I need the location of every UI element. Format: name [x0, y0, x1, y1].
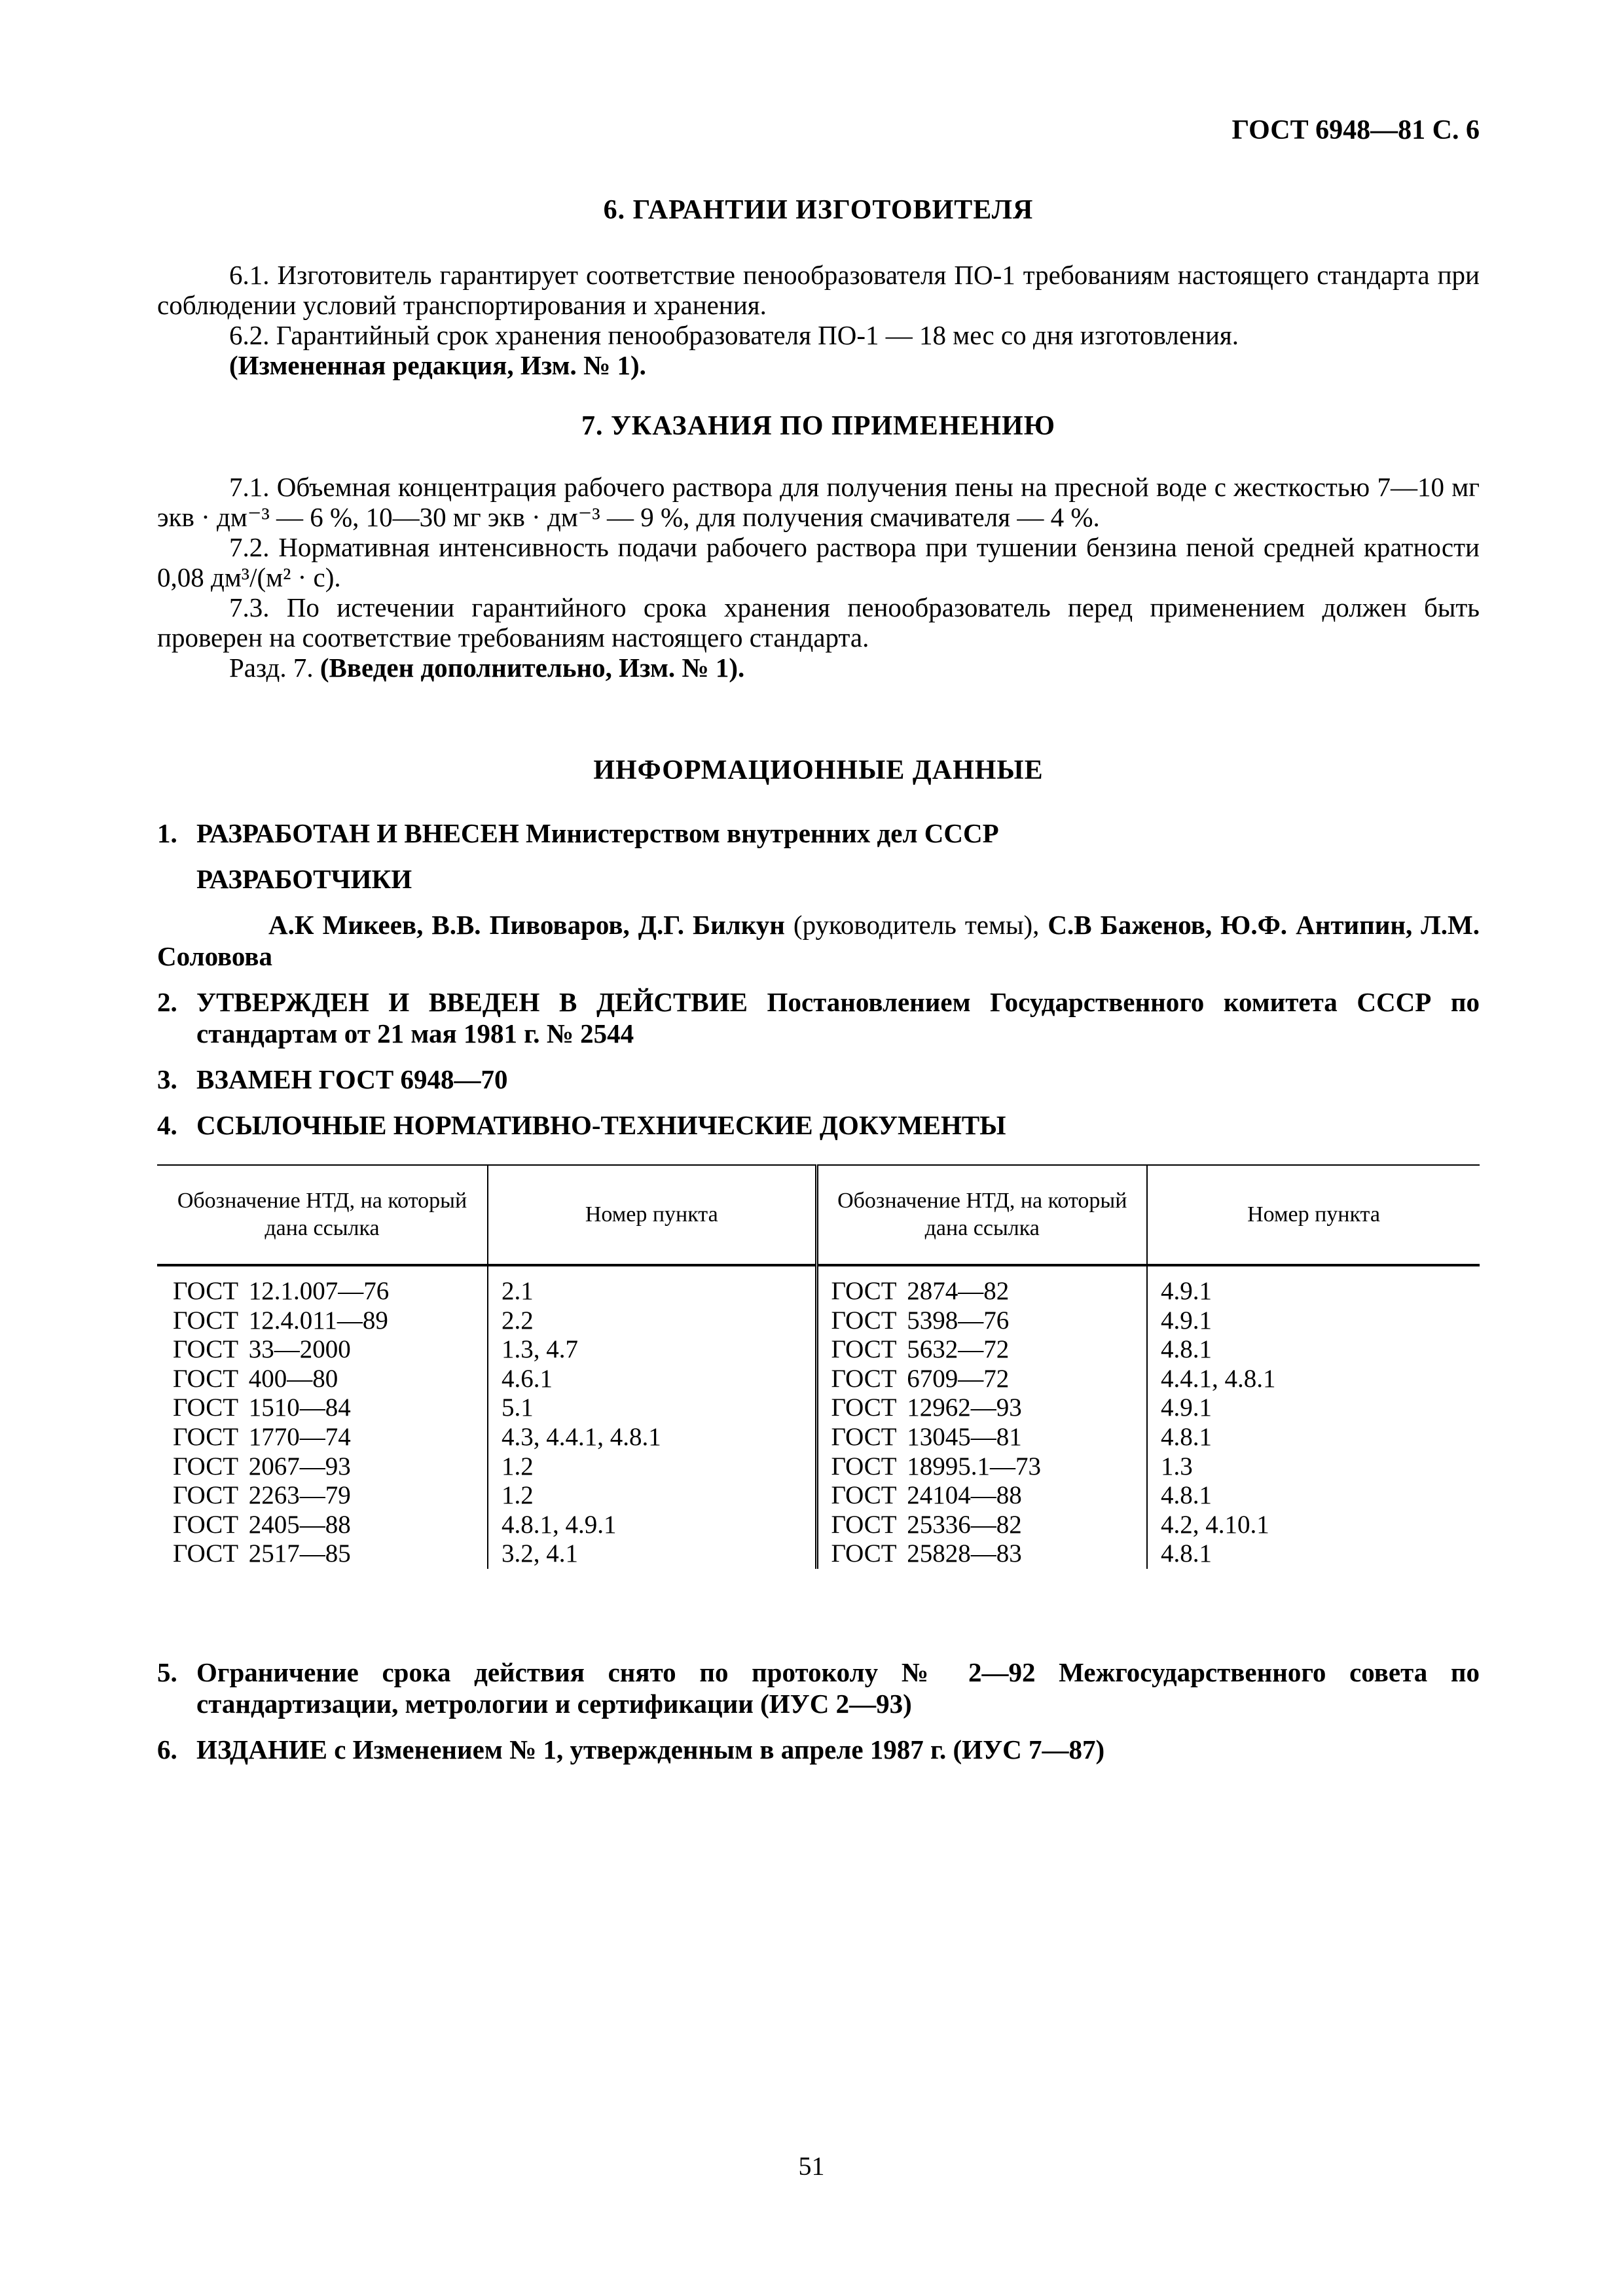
- header-doc-left: Обозначение НТД, на который дана ссылка: [177, 1189, 467, 1240]
- section-7-title: 7. УКАЗАНИЯ ПО ПРИМЕНЕНИЮ: [581, 411, 1056, 441]
- references-table-body: [157, 1265, 1480, 1569]
- section-7-note-prefix: Разд. 7.: [229, 653, 314, 683]
- info-item-2-text: УТВЕРЖДЕН И ВВЕДЕН В ДЕЙСТВИЕ Постановлением Государственного комитета СССР по стандартам от 21 мая 1981 г. № 2544: [196, 987, 1480, 1049]
- left-item-list: 2.1 2.2 1.3, 4.7 4.6.1 5.1 4.3, 4.4.1, 4.8.1 1.2 1.2 4.8.1, 4.9.1 3.2, 4.1: [488, 1265, 816, 1569]
- right-doc-list: ГОСТ 2874—82 ГОСТ 5398—76 ГОСТ 5632—72 ГОСТ 6709—72 ГОСТ 12962—93 ГОСТ 13045—81 ГОСТ 18995.1—73 ГОСТ 24104—88 ГОСТ 25336—82 ГОСТ 25828—83: [816, 1265, 1147, 1569]
- info-item-2: [157, 986, 1480, 1049]
- info-item-6-number: 6.: [157, 1734, 177, 1765]
- section-6-note: (Измененная редакция, Изм. № 1).: [229, 350, 646, 380]
- info-item-4-text: ССЫЛОЧНЫЕ НОРМАТИВНО-ТЕХНИЧЕСКИЕ ДОКУМЕНТЫ: [196, 1110, 1006, 1140]
- section-7-paragraph-2: 7.2. Нормативная интенсивность подачи рабочего раствора при тушении бензина пеной средней кратности 0,08 дм³/(м² · с).: [157, 532, 1480, 592]
- left-doc-list: ГОСТ 12.1.007—76 ГОСТ 12.4.011—89 ГОСТ 33—2000 ГОСТ 400—80 ГОСТ 1510—84 ГОСТ 1770—74 ГОСТ 2067—93 ГОСТ 2263—79 ГОСТ 2405—88 ГОСТ 2517—85: [173, 1277, 390, 1568]
- info-item-5-number: 5.: [157, 1657, 177, 1687]
- info-item-2-number: 2.: [157, 987, 177, 1017]
- info-item-5: [157, 1657, 1480, 1719]
- section-6-paragraph-2: 6.2. Гарантийный срок хранения пенообразователя ПО-1 — 18 мес со дня изготовления.: [229, 320, 1239, 350]
- info-title: ИНФОРМАЦИОННЫЕ ДАННЫЕ: [593, 755, 1044, 785]
- info-item-3: [157, 1064, 1480, 1095]
- info-item-1-text: РАЗРАБОТАН И ВНЕСЕН Министерством внутренних дел СССР: [196, 818, 999, 848]
- document-body: [157, 98, 1480, 1765]
- developers-group-a: А.К Микеев, В.В. Пивоваров, Д.Г. Билкун: [268, 910, 785, 940]
- info-item-5-text: Ограничение срока действия снято по протоколу № 2—92 Межгосударственного совета по стандартизации, метрологии и сертификации (ИУС 2—93): [196, 1657, 1480, 1719]
- info-item-3-text: ВЗАМЕН ГОСТ 6948—70: [196, 1064, 508, 1094]
- info-item-6-text: ИЗДАНИЕ с Изменением № 1, утвержденным в апреле 1987 г. (ИУС 7—87): [196, 1734, 1105, 1765]
- header-item-right: Номер пункта: [1147, 1165, 1480, 1265]
- developers-label: РАЗРАБОТЧИКИ: [196, 864, 412, 894]
- section-7-note: [157, 653, 1480, 683]
- section-7-note-bold: (Введен дополнительно, Изм. № 1).: [319, 653, 745, 683]
- developers-role: (руководитель темы),: [784, 910, 1048, 940]
- section-6-paragraph-1: 6.1. Изготовитель гарантирует соответствие пенообразователя ПО-1 требованиям настоящего стандарта при соблюдении условий транспортирования и хранения.: [157, 260, 1480, 320]
- info-item-4: [157, 1109, 1480, 1141]
- info-item-1-number: 1.: [157, 818, 177, 848]
- references-table-header: [157, 1165, 1480, 1265]
- page-header: ГОСТ 6948—81 С. 6: [1231, 115, 1480, 145]
- info-item-4-number: 4.: [157, 1110, 177, 1140]
- page-number: 51: [798, 2151, 825, 2181]
- developers-group-b: С.В Баженов, Ю.Ф. Антипин, Л.М. Соловова: [157, 910, 1480, 971]
- info-item-6: [157, 1734, 1480, 1765]
- right-item-list: 4.9.1 4.9.1 4.8.1 4.4.1, 4.8.1 4.9.1 4.8.1 1.3 4.8.1 4.2, 4.10.1 4.8.1: [1147, 1265, 1480, 1569]
- header-item-left: Номер пункта: [488, 1165, 816, 1265]
- section-7-paragraph-1: 7.1. Объемная концентрация рабочего раствора для получения пены на пресной воде с жесткостью 7—10 мг экв · дм⁻³ — 6 %, 10—30 мг экв · дм⁻³ — 9 %, для получения смачивателя — 4 %.: [157, 472, 1480, 532]
- info-item-1: [157, 817, 1480, 849]
- section-6-title: 6. ГАРАНТИИ ИЗГОТОВИТЕЛЯ: [603, 195, 1034, 225]
- developers-list: [157, 909, 1480, 972]
- header-doc-right: Обозначение НТД, на который дана ссылка: [816, 1165, 1147, 1265]
- section-7-paragraph-3: 7.3. По истечении гарантийного срока хранения пенообразователь перед применением должен быть проверен на соответствие требованиям настоящего стандарта.: [157, 592, 1480, 653]
- info-item-3-number: 3.: [157, 1064, 177, 1094]
- references-table: [157, 1164, 1480, 1569]
